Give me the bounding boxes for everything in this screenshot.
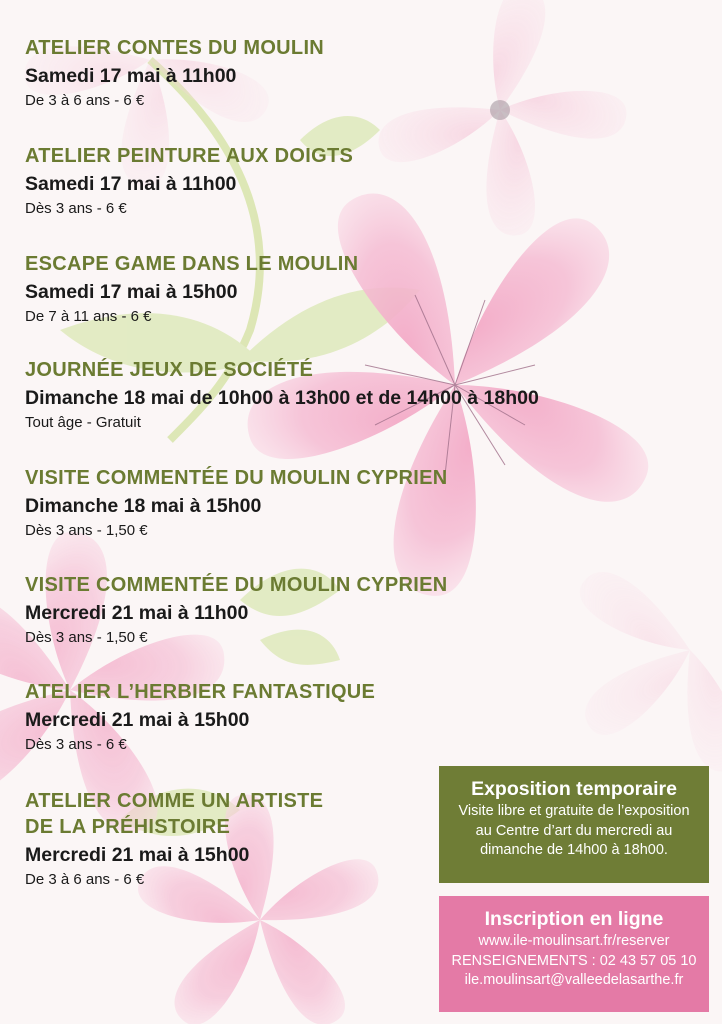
event-date: Mercredi 21 mai à 15h00	[25, 709, 250, 731]
event-info: De 7 à 11 ans - 6 €	[25, 308, 152, 325]
exposition-line: Visite libre et gratuite de l’exposition	[458, 803, 690, 819]
event-info: De 3 à 6 ans - 6 €	[25, 871, 145, 888]
exposition-line: au Centre d’art du mercredi au	[475, 822, 673, 839]
event-title: VISITE COMMENTÉE DU MOULIN CYPRIEN	[25, 574, 448, 596]
event-item	[25, 251, 665, 328]
event-title: ATELIER L’HERBIER FANTASTIQUE	[25, 681, 376, 703]
event-date: Samedi 17 mai à 11h00	[25, 65, 237, 87]
website-link[interactable]: www.ile-moulinsart.fr/reserver	[478, 933, 670, 949]
event-info: De 3 à 6 ans - 6 €	[25, 92, 145, 109]
event-title: VISITE COMMENTÉE DU MOULIN CYPRIEN	[25, 467, 448, 489]
event-item	[25, 465, 665, 542]
event-item	[25, 357, 665, 434]
event-date: Dimanche 18 mai à 15h00	[25, 495, 262, 517]
inscription-title: Inscription en ligne	[484, 908, 664, 930]
event-date: Samedi 17 mai à 15h00	[25, 281, 238, 303]
event-title: ESCAPE GAME DANS LE MOULIN	[25, 253, 359, 275]
phone-info: RENSEIGNEMENTS : 02 43 57 05 10	[451, 952, 697, 969]
event-title: ATELIER COMME UN ARTISTE DE LA PRÉHISTOIRE	[25, 790, 324, 838]
event-info: Tout âge - Gratuit	[25, 414, 141, 431]
email-link[interactable]: ile.moulinsart@valleedelasarthe.fr	[464, 972, 684, 988]
event-info: Dès 3 ans - 6 €	[25, 200, 127, 217]
exposition-box	[439, 766, 709, 883]
event-item	[25, 572, 665, 649]
exposition-line: dimanche de 14h00 à 18h00.	[480, 842, 668, 858]
event-info: Dès 3 ans - 1,50 €	[25, 629, 148, 646]
event-title: ATELIER PEINTURE AUX DOIGTS	[25, 145, 354, 167]
event-date: Samedi 17 mai à 11h00	[25, 173, 237, 195]
event-item	[25, 35, 665, 112]
event-date: Dimanche 18 mai de 10h00 à 13h00 et de 14h00 à 18h00	[25, 387, 539, 409]
event-item	[25, 143, 665, 220]
event-title: JOURNÉE JEUX DE SOCIÉTÉ	[25, 359, 314, 381]
event-info: Dès 3 ans - 1,50 €	[25, 522, 148, 539]
exposition-title: Exposition temporaire	[471, 778, 677, 800]
event-date: Mercredi 21 mai à 11h00	[25, 602, 249, 624]
event-title: ATELIER CONTES DU MOULIN	[25, 37, 325, 59]
inscription-box	[439, 896, 709, 1012]
event-info: Dès 3 ans - 6 €	[25, 736, 127, 753]
event-item	[25, 679, 665, 756]
event-date: Mercredi 21 mai à 15h00	[25, 844, 250, 866]
